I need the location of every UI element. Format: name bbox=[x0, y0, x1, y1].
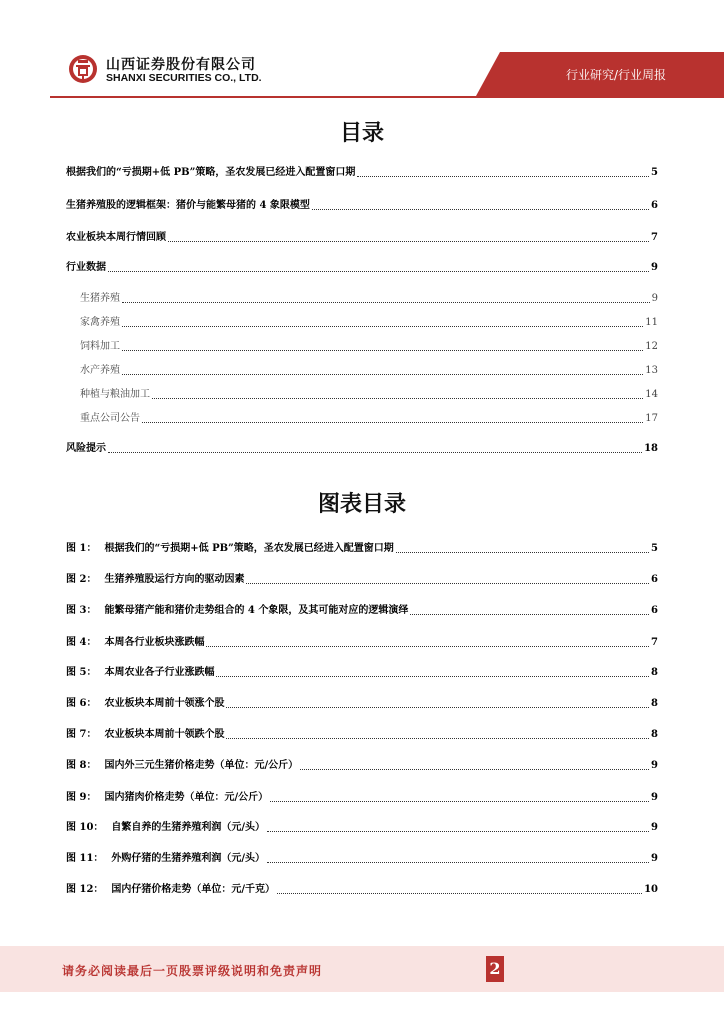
figure-title: 自繁自养的生猪养殖利润（元/头） bbox=[111, 822, 266, 833]
toc-entry-label: 家禽养殖 bbox=[80, 317, 120, 328]
figures-title: 图表目录 bbox=[317, 491, 406, 517]
toc-entry[interactable] bbox=[66, 164, 658, 180]
toc-leader bbox=[142, 421, 643, 423]
figure-number: 图 5： bbox=[66, 667, 97, 678]
figure-number: 图 7： bbox=[66, 729, 97, 740]
figure-number: 图 10： bbox=[66, 822, 104, 833]
toc-leader bbox=[226, 737, 649, 739]
toc-leader bbox=[277, 892, 642, 894]
toc-entry-label: 水产养殖 bbox=[80, 365, 120, 376]
toc-entry-label: 重点公司公告 bbox=[80, 413, 140, 424]
toc-entry-page: 14 bbox=[645, 389, 658, 400]
toc-leader bbox=[300, 768, 649, 770]
toc-leader bbox=[410, 613, 649, 615]
company-name-cn: 山西证券股份有限公司 bbox=[106, 57, 256, 73]
toc-entry-label: 生猪养殖股的逻辑框架：猪价与能繁母猪的 4 象限模型 bbox=[66, 200, 310, 211]
figure-page: 6 bbox=[651, 605, 658, 616]
toc-leader bbox=[206, 645, 649, 647]
figure-number: 图 2： bbox=[66, 574, 97, 585]
toc-entry-page: 12 bbox=[645, 341, 658, 352]
toc-entry[interactable] bbox=[66, 440, 658, 456]
toc-leader bbox=[216, 675, 649, 677]
figure-page: 10 bbox=[644, 884, 658, 895]
figure-title: 国内外三元生猪价格走势（单位：元/公斤） bbox=[104, 760, 299, 771]
toc-leader bbox=[270, 800, 649, 802]
toc-entry-label: 风险提示 bbox=[66, 443, 106, 454]
figure-number: 图 3： bbox=[66, 605, 97, 616]
figure-page: 9 bbox=[651, 792, 658, 803]
toc-subentry[interactable] bbox=[80, 314, 658, 330]
figure-title: 外购仔猪的生猪养殖利润（元/头） bbox=[111, 853, 266, 864]
figure-page: 9 bbox=[651, 760, 658, 771]
figure-title: 农业板块本周前十领涨个股 bbox=[104, 698, 225, 709]
toc-entry-page: 13 bbox=[645, 365, 658, 376]
figure-title: 根据我们的“亏损期+低 PB”策略，圣农发展已经进入配置窗口期 bbox=[104, 543, 394, 554]
toc-leader bbox=[246, 582, 649, 584]
figure-entry[interactable] bbox=[66, 571, 658, 587]
toc-entry-page: 17 bbox=[645, 413, 658, 424]
toc-entry-label: 根据我们的“亏损期+低 PB”策略，圣农发展已经进入配置窗口期 bbox=[66, 167, 356, 178]
toc-entry[interactable] bbox=[66, 229, 658, 245]
figure-title: 农业板块本周前十领跌个股 bbox=[104, 729, 225, 740]
toc-subentry[interactable] bbox=[80, 338, 658, 354]
figure-page: 8 bbox=[651, 729, 658, 740]
toc-entry[interactable] bbox=[66, 197, 658, 213]
page-number: 2 bbox=[486, 956, 504, 982]
toc-entry-label: 行业数据 bbox=[66, 262, 106, 273]
figure-title: 本周农业各子行业涨跌幅 bbox=[104, 667, 215, 678]
toc-title: 目录 bbox=[339, 120, 384, 146]
figure-number: 图 9： bbox=[66, 792, 97, 803]
figure-number: 图 4： bbox=[66, 637, 97, 648]
figure-page: 7 bbox=[651, 637, 658, 648]
figure-entry[interactable] bbox=[66, 726, 658, 742]
figure-entry[interactable] bbox=[66, 789, 658, 805]
toc-leader bbox=[168, 240, 649, 242]
toc-leader bbox=[122, 301, 650, 303]
toc-entry-page: 5 bbox=[651, 167, 658, 178]
toc-leader bbox=[396, 551, 649, 553]
figure-title: 国内仔猪价格走势（单位：元/千克） bbox=[111, 884, 276, 895]
toc-entry-page: 7 bbox=[651, 232, 658, 243]
toc-leader bbox=[108, 451, 642, 453]
toc-entry-label: 种植与粮油加工 bbox=[80, 389, 150, 400]
figure-entry[interactable] bbox=[66, 819, 658, 835]
figure-title: 本周各行业板块涨跌幅 bbox=[104, 637, 205, 648]
figure-page: 6 bbox=[651, 574, 658, 585]
toc-leader bbox=[226, 706, 649, 708]
toc-entry-label: 饲料加工 bbox=[80, 341, 120, 352]
toc-entry[interactable] bbox=[66, 259, 658, 275]
figure-page: 8 bbox=[651, 698, 658, 709]
toc-entry-page: 18 bbox=[644, 443, 658, 454]
figure-page: 5 bbox=[651, 543, 658, 554]
figure-number: 图 6： bbox=[66, 698, 97, 709]
toc-leader bbox=[152, 397, 643, 399]
toc-subentry[interactable] bbox=[80, 362, 658, 378]
figure-entry[interactable] bbox=[66, 664, 658, 680]
figure-entry[interactable] bbox=[66, 602, 658, 618]
figure-entry[interactable] bbox=[66, 634, 658, 650]
toc-subentry[interactable] bbox=[80, 386, 658, 402]
figure-number: 图 11： bbox=[66, 853, 104, 864]
toc-leader bbox=[122, 349, 643, 351]
figure-page: 9 bbox=[651, 853, 658, 864]
company-name-en: SHANXI SECURITIES CO., LTD. bbox=[106, 72, 262, 84]
toc-entry-page: 6 bbox=[651, 200, 658, 211]
company-logo-icon bbox=[68, 54, 98, 84]
toc-leader bbox=[267, 861, 649, 863]
page-header bbox=[0, 0, 724, 100]
toc-leader bbox=[122, 373, 643, 375]
figure-page: 9 bbox=[651, 822, 658, 833]
toc-leader bbox=[108, 270, 649, 272]
toc-subentry[interactable] bbox=[80, 410, 658, 426]
figure-entry[interactable] bbox=[66, 695, 658, 711]
figure-entry[interactable] bbox=[66, 850, 658, 866]
toc-entry-label: 农业板块本周行情回顾 bbox=[66, 232, 166, 243]
toc-entry-page: 11 bbox=[645, 317, 658, 328]
figure-number: 图 12： bbox=[66, 884, 104, 895]
toc-entry-page: 9 bbox=[651, 293, 658, 304]
figure-title: 能繁母猪产能和猪价走势组合的 4 个象限，及其可能对应的逻辑演绎 bbox=[104, 605, 409, 616]
figure-number: 图 1： bbox=[66, 543, 97, 554]
figure-entry[interactable] bbox=[66, 757, 658, 773]
toc-subentry[interactable] bbox=[80, 290, 658, 306]
disclaimer-notice: 请务必阅读最后一页股票评级说明和免责声明 bbox=[62, 964, 323, 978]
figure-entry[interactable] bbox=[66, 881, 658, 897]
toc-entry-page: 9 bbox=[651, 262, 658, 273]
toc-leader bbox=[122, 325, 643, 327]
figure-title: 生猪养殖股运行方向的驱动因素 bbox=[104, 574, 245, 585]
toc-entry-label: 生猪养殖 bbox=[80, 293, 120, 304]
header-divider bbox=[50, 96, 724, 98]
toc-leader bbox=[312, 208, 649, 210]
toc-leader bbox=[357, 175, 649, 177]
figure-entry[interactable] bbox=[66, 540, 658, 556]
figure-title: 国内猪肉价格走势（单位：元/公斤） bbox=[104, 792, 269, 803]
toc-leader bbox=[267, 830, 649, 832]
figure-page: 8 bbox=[651, 667, 658, 678]
figure-number: 图 8： bbox=[66, 760, 97, 771]
report-category: 行业研究/行业周报 bbox=[565, 68, 666, 82]
